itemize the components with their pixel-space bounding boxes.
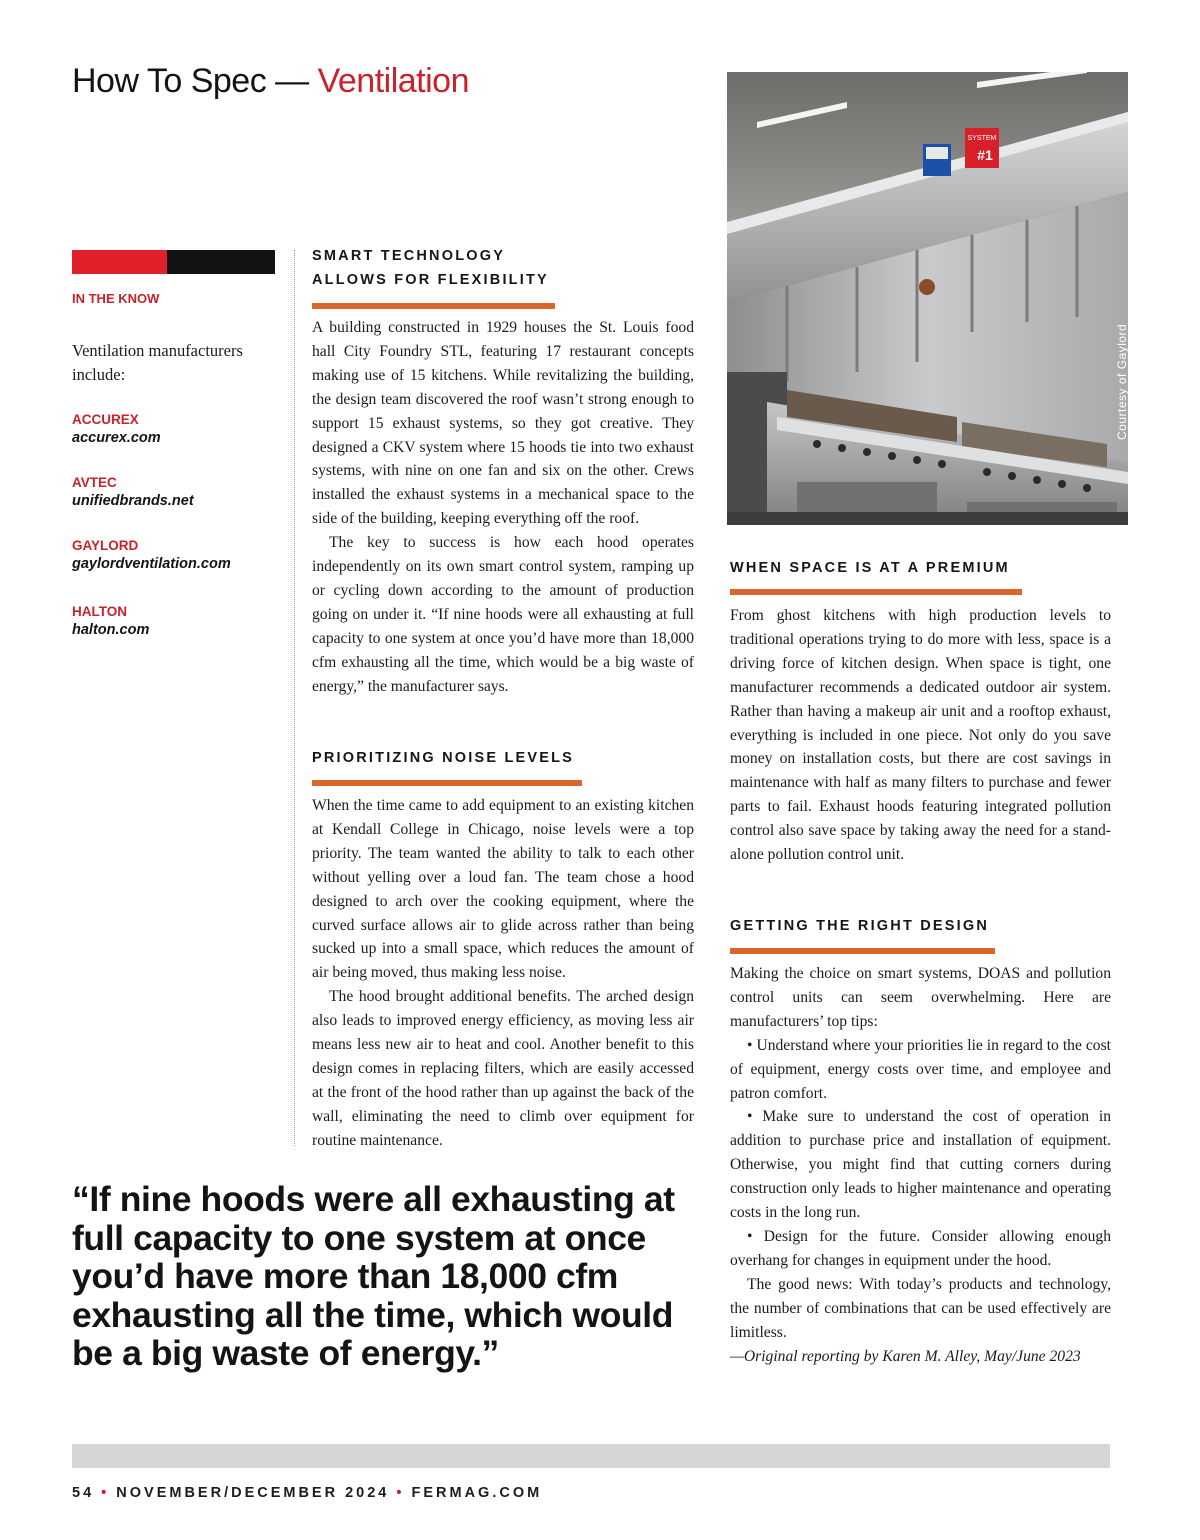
byline: —Original reporting by Karen M. Alley, May/June 2023 xyxy=(730,1347,1081,1365)
paragraph: Making the choice on smart systems, DOAS and pollution control units can seem overwhelming. Here are manufacturers’ top tips: xyxy=(730,965,1111,1030)
article-body-space xyxy=(730,604,1111,867)
article-body-smart xyxy=(312,316,694,699)
kitchen-hood-photo xyxy=(727,72,1128,525)
pull-quote: “If nine hoods were all exhausting at full capacity to one system at once you’d have more than 18,000 cfm exhausting all the time, which would be a big waste of energy.” xyxy=(72,1179,675,1373)
issue-date: NOVEMBER/DECEMBER 2024 xyxy=(116,1485,390,1501)
footer-bar xyxy=(72,1444,1110,1468)
kitchen-illustration xyxy=(727,72,1128,525)
paragraph: The good news: With today’s products and technology, the number of combinations that can be used effectively are limitless. xyxy=(730,1275,1111,1341)
section-rule xyxy=(312,780,582,786)
heading-line: ALLOWS FOR FLEXIBILITY xyxy=(312,272,549,288)
footer-separator: • xyxy=(396,1485,405,1501)
system-sign-line2: #1 xyxy=(977,147,993,163)
tip-item: • Understand where your priorities lie in regard to the cost of equipment, energy costs over time, and employee and patron comfort. xyxy=(730,1036,1111,1102)
section-heading-design: GETTING THE RIGHT DESIGN xyxy=(730,918,990,934)
section-rule xyxy=(730,589,1022,595)
paragraph: When the time came to add equipment to an existing kitchen at Kendall College in Chicago, noise levels were a top priority. The team wanted the ability to talk to each other without yelling over a loud fan. The team chose a hood designed to arch over the cooking equipment, where the curved surface allows air to glide across rather than being sucked up into a small space, which reduces the amount of air being moved, thus making less noise. xyxy=(312,797,694,982)
article-body-noise xyxy=(312,794,694,1153)
section-heading-smart-technology xyxy=(312,244,672,292)
paragraph: The key to success is how each hood operates independently on its own smart control system, ramping up or cycling down according to the amount of production going on under it. “If nine hoods were all exhausting at full capacity to one system at once you’d have more than 18,000 cfm exhausting all the time, which would be a big waste of energy,” the manufacturer says. xyxy=(312,534,694,695)
manufacturer-name: AVTEC xyxy=(72,475,117,490)
column-divider xyxy=(294,250,295,1146)
paragraph: A building constructed in 1929 houses the St. Louis food hall City Foundry STL, featuring 17 restaurant concepts making use of 15 kitchens. While revitalizing the building, the design team discovered the roof wasn’t strong enough to support 15 exhaust systems, so they got creative. They designed a CKV system where 15 hoods tie into two exhaust systems, with nine on one fan and six on the other. Crews installed the exhaust systems in a mechanical space to the side of the building, keeping everything off the roof. xyxy=(312,319,694,528)
tip-item: • Design for the future. Consider allowing enough overhang for changes in equipment under the hood. xyxy=(730,1227,1111,1269)
manufacturer-item xyxy=(72,473,282,511)
section-heading-noise: PRIORITIZING NOISE LEVELS xyxy=(312,750,575,766)
manufacturer-item xyxy=(72,536,282,574)
article-body-design xyxy=(730,962,1111,1368)
sidebar-color-bar xyxy=(72,250,275,274)
heading-line: SMART TECHNOLOGY xyxy=(312,248,506,264)
paragraph: From ghost kitchens with high production levels to traditional operations trying to do more with less, space is a driving force of kitchen design. When space is tight, one manufacturer recommends a dedicated outdoor air system. Rather than having a makeup air unit and a rooftop exhaust, everything is included in one piece. Not only do you save money on installation costs, but there are cost savings in maintenance with half as many filters to purchase and fewer parts to fail. Exhaust hoods featuring integrated pollution control also save space by taking away the need for a stand-alone pollution control unit. xyxy=(730,607,1111,864)
sidebar-intro: Ventilation manufacturers include: xyxy=(72,341,243,384)
page-title xyxy=(72,62,469,101)
manufacturer-link[interactable]: unifiedbrands.net xyxy=(72,493,194,509)
manufacturer-link[interactable]: halton.com xyxy=(72,622,150,638)
section-heading-space: WHEN SPACE IS AT A PREMIUM xyxy=(730,560,1010,576)
tip-item: • Make sure to understand the cost of operation in addition to purchase price and installation of equipment. Otherwise, you might find that cutting corners during construction only leads to higher maintenance and operating costs in the long run. xyxy=(730,1108,1111,1222)
manufacturer-name: ACCUREX xyxy=(72,412,139,427)
page-footer xyxy=(72,1485,542,1501)
manufacturer-item xyxy=(72,410,282,448)
page-title-prefix: How To Spec — xyxy=(72,62,318,100)
website-link[interactable]: FERMAG.COM xyxy=(411,1485,543,1501)
section-rule xyxy=(730,948,995,954)
footer-separator: • xyxy=(101,1485,110,1501)
manufacturer-item xyxy=(72,602,282,640)
sidebar-label: IN THE KNOW xyxy=(72,291,160,306)
manufacturer-name: GAYLORD xyxy=(72,538,139,553)
photo-credit: Courtesy of Gaylord xyxy=(1115,323,1129,440)
manufacturer-name: HALTON xyxy=(72,604,127,619)
manufacturer-link[interactable]: gaylordventilation.com xyxy=(72,556,231,572)
manufacturer-link[interactable]: accurex.com xyxy=(72,430,161,446)
section-rule xyxy=(312,303,555,309)
page-number: 54 xyxy=(72,1485,95,1501)
page-title-accent: Ventilation xyxy=(317,62,469,100)
paragraph: The hood brought additional benefits. The arched design also leads to improved energy efficiency, as moving less air means less new air to heat and cool. Another benefit to this design comes in replacing filters, which are easily accessed at the front of the hood rather than up against the back of the wall, eliminating the need to climb over equipment for routine maintenance. xyxy=(312,988,694,1149)
system-sign-line1: SYSTEM xyxy=(967,135,997,142)
